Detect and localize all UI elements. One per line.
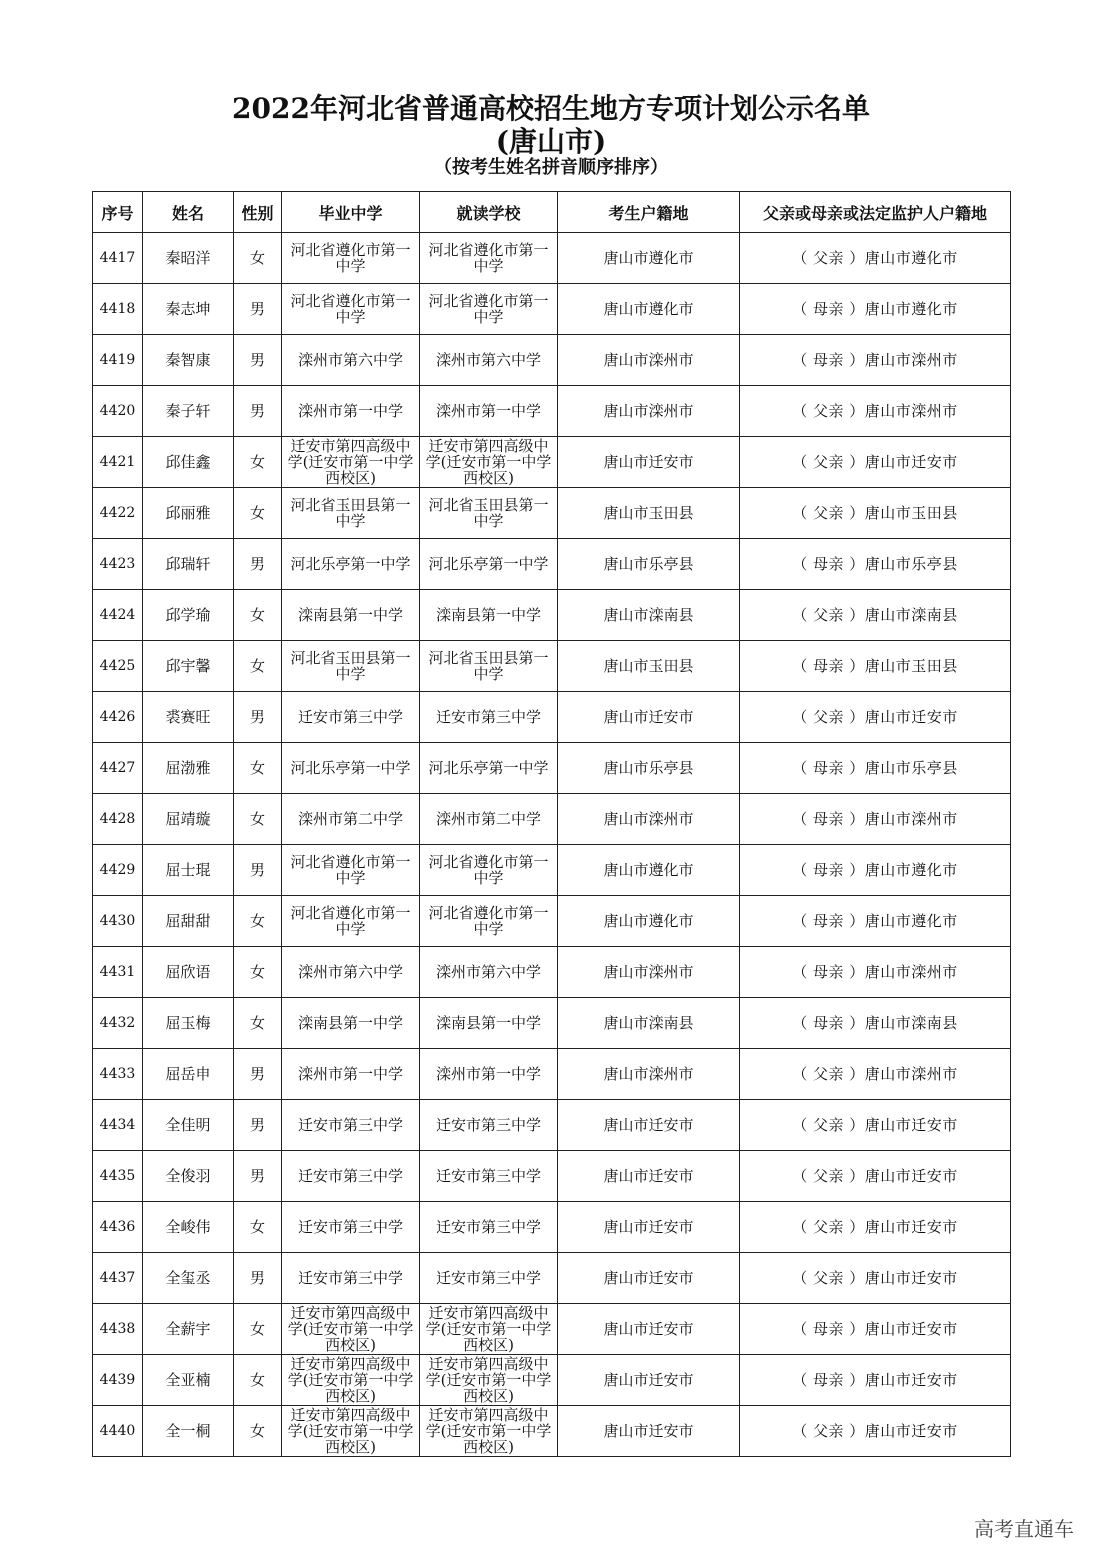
row-index: 4420	[93, 386, 143, 437]
table-row	[93, 845, 1011, 896]
household-registration: 唐山市迁安市	[558, 437, 740, 488]
guardian-registration: （ 母亲 ）唐山市乐亭县	[740, 539, 1011, 590]
current-school: 滦南县第一中学	[420, 998, 558, 1049]
gender: 女	[234, 1304, 282, 1355]
col-header-guardian-registration: 父亲或母亲或法定监护人户籍地	[740, 192, 1011, 233]
guardian-registration: （ 父亲 ）唐山市遵化市	[740, 233, 1011, 284]
graduation-school: 迁安市第三中学	[282, 1202, 420, 1253]
current-school: 河北乐亭第一中学	[420, 743, 558, 794]
table-row	[93, 488, 1011, 539]
gender: 男	[234, 1151, 282, 1202]
graduation-school: 河北省遵化市第一中学	[282, 284, 420, 335]
col-header-household-registration: 考生户籍地	[558, 192, 740, 233]
gender: 女	[234, 488, 282, 539]
household-registration: 唐山市滦州市	[558, 335, 740, 386]
row-index: 4433	[93, 1049, 143, 1100]
current-school: 河北乐亭第一中学	[420, 539, 558, 590]
household-registration: 唐山市玉田县	[558, 488, 740, 539]
gender: 男	[234, 335, 282, 386]
current-school: 河北省遵化市第一中学	[420, 284, 558, 335]
current-school: 滦南县第一中学	[420, 590, 558, 641]
graduation-school: 河北省遵化市第一中学	[282, 845, 420, 896]
graduation-school: 滦州市第二中学	[282, 794, 420, 845]
household-registration: 唐山市迁安市	[558, 692, 740, 743]
current-school: 迁安市第三中学	[420, 1151, 558, 1202]
household-registration: 唐山市迁安市	[558, 1202, 740, 1253]
sort-note: （按考生姓名拼音顺序排序）	[434, 157, 668, 178]
table-row	[93, 692, 1011, 743]
student-name: 邱佳鑫	[143, 437, 234, 488]
gender: 男	[234, 845, 282, 896]
guardian-registration: （ 母亲 ）唐山市滦南县	[740, 998, 1011, 1049]
row-index: 4417	[93, 233, 143, 284]
gender: 女	[234, 947, 282, 998]
gender: 男	[234, 692, 282, 743]
student-name: 全玺丞	[143, 1253, 234, 1304]
gender: 女	[234, 1406, 282, 1457]
gender: 女	[234, 896, 282, 947]
graduation-school: 河北省玉田县第一中学	[282, 641, 420, 692]
row-index: 4436	[93, 1202, 143, 1253]
guardian-registration: （ 父亲 ）唐山市迁安市	[740, 1151, 1011, 1202]
student-name: 屈渤雅	[143, 743, 234, 794]
city-subtitle: (唐山市)	[495, 125, 607, 158]
table-row	[93, 1100, 1011, 1151]
current-school: 迁安市第三中学	[420, 1202, 558, 1253]
household-registration: 唐山市遵化市	[558, 233, 740, 284]
table-row	[93, 1253, 1011, 1304]
household-registration: 唐山市遵化市	[558, 845, 740, 896]
graduation-school: 迁安市第三中学	[282, 692, 420, 743]
row-index: 4430	[93, 896, 143, 947]
student-name: 全薪宇	[143, 1304, 234, 1355]
household-registration: 唐山市迁安市	[558, 1253, 740, 1304]
row-index: 4422	[93, 488, 143, 539]
current-school: 河北省玉田县第一中学	[420, 641, 558, 692]
guardian-registration: （ 母亲 ）唐山市滦州市	[740, 947, 1011, 998]
graduation-school: 迁安市第四高级中学(迁安市第一中学西校区)	[282, 437, 420, 488]
household-registration: 唐山市迁安市	[558, 1304, 740, 1355]
graduation-school: 滦州市第一中学	[282, 1049, 420, 1100]
gender: 女	[234, 590, 282, 641]
current-school: 滦州市第六中学	[420, 335, 558, 386]
row-index: 4431	[93, 947, 143, 998]
row-index: 4434	[93, 1100, 143, 1151]
col-header-graduation-school: 毕业中学	[282, 192, 420, 233]
guardian-registration: （ 父亲 ）唐山市滦州市	[740, 1049, 1011, 1100]
graduation-school: 河北乐亭第一中学	[282, 539, 420, 590]
graduation-school: 滦南县第一中学	[282, 590, 420, 641]
col-header-name: 姓名	[143, 192, 234, 233]
guardian-registration: （ 父亲 ）唐山市迁安市	[740, 692, 1011, 743]
table-row	[93, 896, 1011, 947]
col-header-gender: 性别	[234, 192, 282, 233]
table-row	[93, 794, 1011, 845]
guardian-registration: （ 母亲 ）唐山市迁安市	[740, 1304, 1011, 1355]
student-name: 屈玉梅	[143, 998, 234, 1049]
household-registration: 唐山市滦州市	[558, 794, 740, 845]
gender: 女	[234, 794, 282, 845]
current-school: 滦州市第二中学	[420, 794, 558, 845]
guardian-registration: （ 父亲 ）唐山市迁安市	[740, 1202, 1011, 1253]
table-row	[93, 335, 1011, 386]
page-title: 2022年河北省普通高校招生地方专项计划公示名单	[232, 92, 870, 125]
graduation-school: 滦州市第六中学	[282, 335, 420, 386]
student-name: 秦子轩	[143, 386, 234, 437]
student-name: 全俊羽	[143, 1151, 234, 1202]
current-school: 迁安市第三中学	[420, 692, 558, 743]
household-registration: 唐山市滦州市	[558, 386, 740, 437]
table-row	[93, 998, 1011, 1049]
row-index: 4428	[93, 794, 143, 845]
guardian-registration: （ 母亲 ）唐山市遵化市	[740, 896, 1011, 947]
household-registration: 唐山市遵化市	[558, 284, 740, 335]
gender: 男	[234, 1253, 282, 1304]
student-name: 全佳明	[143, 1100, 234, 1151]
gender: 男	[234, 284, 282, 335]
current-school: 迁安市第四高级中学(迁安市第一中学西校区)	[420, 1406, 558, 1457]
table-row	[93, 1355, 1011, 1406]
table-row	[93, 641, 1011, 692]
watermark: 高考直通车	[974, 1517, 1074, 1541]
household-registration: 唐山市迁安市	[558, 1151, 740, 1202]
guardian-registration: （ 父亲 ）唐山市迁安市	[740, 1406, 1011, 1457]
guardian-registration: （ 母亲 ）唐山市滦州市	[740, 794, 1011, 845]
current-school: 河北省玉田县第一中学	[420, 488, 558, 539]
guardian-registration: （ 母亲 ）唐山市玉田县	[740, 641, 1011, 692]
guardian-registration: （ 父亲 ）唐山市迁安市	[740, 1253, 1011, 1304]
roster-table	[92, 191, 1011, 1457]
household-registration: 唐山市玉田县	[558, 641, 740, 692]
table-row	[93, 233, 1011, 284]
row-index: 4421	[93, 437, 143, 488]
table-row	[93, 1202, 1011, 1253]
table-row	[93, 284, 1011, 335]
row-index: 4425	[93, 641, 143, 692]
guardian-registration: （ 父亲 ）唐山市迁安市	[740, 1100, 1011, 1151]
graduation-school: 迁安市第四高级中学(迁安市第一中学西校区)	[282, 1406, 420, 1457]
student-name: 邱瑞轩	[143, 539, 234, 590]
row-index: 4437	[93, 1253, 143, 1304]
table-row	[93, 539, 1011, 590]
current-school: 河北省遵化市第一中学	[420, 845, 558, 896]
gender: 女	[234, 233, 282, 284]
row-index: 4423	[93, 539, 143, 590]
table-header-row	[93, 192, 1011, 233]
guardian-registration: （ 母亲 ）唐山市遵化市	[740, 284, 1011, 335]
household-registration: 唐山市乐亭县	[558, 743, 740, 794]
row-index: 4419	[93, 335, 143, 386]
row-index: 4427	[93, 743, 143, 794]
household-registration: 唐山市滦南县	[558, 998, 740, 1049]
gender: 女	[234, 998, 282, 1049]
household-registration: 唐山市滦州市	[558, 947, 740, 998]
gender: 男	[234, 1049, 282, 1100]
row-index: 4435	[93, 1151, 143, 1202]
student-name: 屈士琨	[143, 845, 234, 896]
current-school: 迁安市第三中学	[420, 1253, 558, 1304]
guardian-registration: （ 母亲 ）唐山市遵化市	[740, 845, 1011, 896]
table-row	[93, 590, 1011, 641]
guardian-registration: （ 母亲 ）唐山市滦州市	[740, 335, 1011, 386]
current-school: 滦州市第一中学	[420, 1049, 558, 1100]
current-school: 河北省遵化市第一中学	[420, 896, 558, 947]
gender: 女	[234, 641, 282, 692]
household-registration: 唐山市迁安市	[558, 1100, 740, 1151]
table-row	[93, 947, 1011, 998]
guardian-registration: （ 父亲 ）唐山市迁安市	[740, 437, 1011, 488]
row-index: 4429	[93, 845, 143, 896]
graduation-school: 河北乐亭第一中学	[282, 743, 420, 794]
table-row	[93, 743, 1011, 794]
student-name: 秦智康	[143, 335, 234, 386]
graduation-school: 滦南县第一中学	[282, 998, 420, 1049]
student-name: 秦志坤	[143, 284, 234, 335]
student-name: 屈靖璇	[143, 794, 234, 845]
current-school: 河北省遵化市第一中学	[420, 233, 558, 284]
graduation-school: 迁安市第三中学	[282, 1100, 420, 1151]
student-name: 全亚楠	[143, 1355, 234, 1406]
graduation-school: 滦州市第六中学	[282, 947, 420, 998]
guardian-registration: （ 母亲 ）唐山市迁安市	[740, 1355, 1011, 1406]
student-name: 秦昭洋	[143, 233, 234, 284]
student-name: 屈岳申	[143, 1049, 234, 1100]
graduation-school: 迁安市第四高级中学(迁安市第一中学西校区)	[282, 1355, 420, 1406]
gender: 女	[234, 1202, 282, 1253]
current-school: 滦州市第六中学	[420, 947, 558, 998]
current-school: 迁安市第四高级中学(迁安市第一中学西校区)	[420, 437, 558, 488]
gender: 女	[234, 1355, 282, 1406]
student-name: 裘赛旺	[143, 692, 234, 743]
table-row	[93, 1304, 1011, 1355]
graduation-school: 迁安市第四高级中学(迁安市第一中学西校区)	[282, 1304, 420, 1355]
col-header-index: 序号	[93, 192, 143, 233]
table-row	[93, 437, 1011, 488]
table-row	[93, 1049, 1011, 1100]
student-name: 全一桐	[143, 1406, 234, 1457]
guardian-registration: （ 母亲 ）唐山市乐亭县	[740, 743, 1011, 794]
household-registration: 唐山市乐亭县	[558, 539, 740, 590]
graduation-school: 河北省遵化市第一中学	[282, 896, 420, 947]
student-name: 全峻伟	[143, 1202, 234, 1253]
row-index: 4438	[93, 1304, 143, 1355]
graduation-school: 迁安市第三中学	[282, 1253, 420, 1304]
household-registration: 唐山市迁安市	[558, 1355, 740, 1406]
current-school: 迁安市第三中学	[420, 1100, 558, 1151]
guardian-registration: （ 父亲 ）唐山市滦州市	[740, 386, 1011, 437]
graduation-school: 河北省玉田县第一中学	[282, 488, 420, 539]
row-index: 4426	[93, 692, 143, 743]
row-index: 4424	[93, 590, 143, 641]
guardian-registration: （ 父亲 ）唐山市滦南县	[740, 590, 1011, 641]
student-name: 邱丽雅	[143, 488, 234, 539]
gender: 男	[234, 386, 282, 437]
gender: 女	[234, 743, 282, 794]
current-school: 滦州市第一中学	[420, 386, 558, 437]
table-body	[93, 233, 1011, 1457]
col-header-current-school: 就读学校	[420, 192, 558, 233]
table-row	[93, 1406, 1011, 1457]
current-school: 迁安市第四高级中学(迁安市第一中学西校区)	[420, 1355, 558, 1406]
household-registration: 唐山市迁安市	[558, 1406, 740, 1457]
gender: 男	[234, 1100, 282, 1151]
student-name: 邱宇馨	[143, 641, 234, 692]
student-name: 屈甜甜	[143, 896, 234, 947]
graduation-school: 迁安市第三中学	[282, 1151, 420, 1202]
row-index: 4440	[93, 1406, 143, 1457]
table-row	[93, 1151, 1011, 1202]
graduation-school: 滦州市第一中学	[282, 386, 420, 437]
student-name: 屈欣语	[143, 947, 234, 998]
current-school: 迁安市第四高级中学(迁安市第一中学西校区)	[420, 1304, 558, 1355]
gender: 女	[234, 437, 282, 488]
row-index: 4439	[93, 1355, 143, 1406]
household-registration: 唐山市滦州市	[558, 1049, 740, 1100]
gender: 男	[234, 539, 282, 590]
table-row	[93, 386, 1011, 437]
household-registration: 唐山市遵化市	[558, 896, 740, 947]
household-registration: 唐山市滦南县	[558, 590, 740, 641]
row-index: 4418	[93, 284, 143, 335]
student-name: 邱学瑜	[143, 590, 234, 641]
graduation-school: 河北省遵化市第一中学	[282, 233, 420, 284]
guardian-registration: （ 父亲 ）唐山市玉田县	[740, 488, 1011, 539]
row-index: 4432	[93, 998, 143, 1049]
